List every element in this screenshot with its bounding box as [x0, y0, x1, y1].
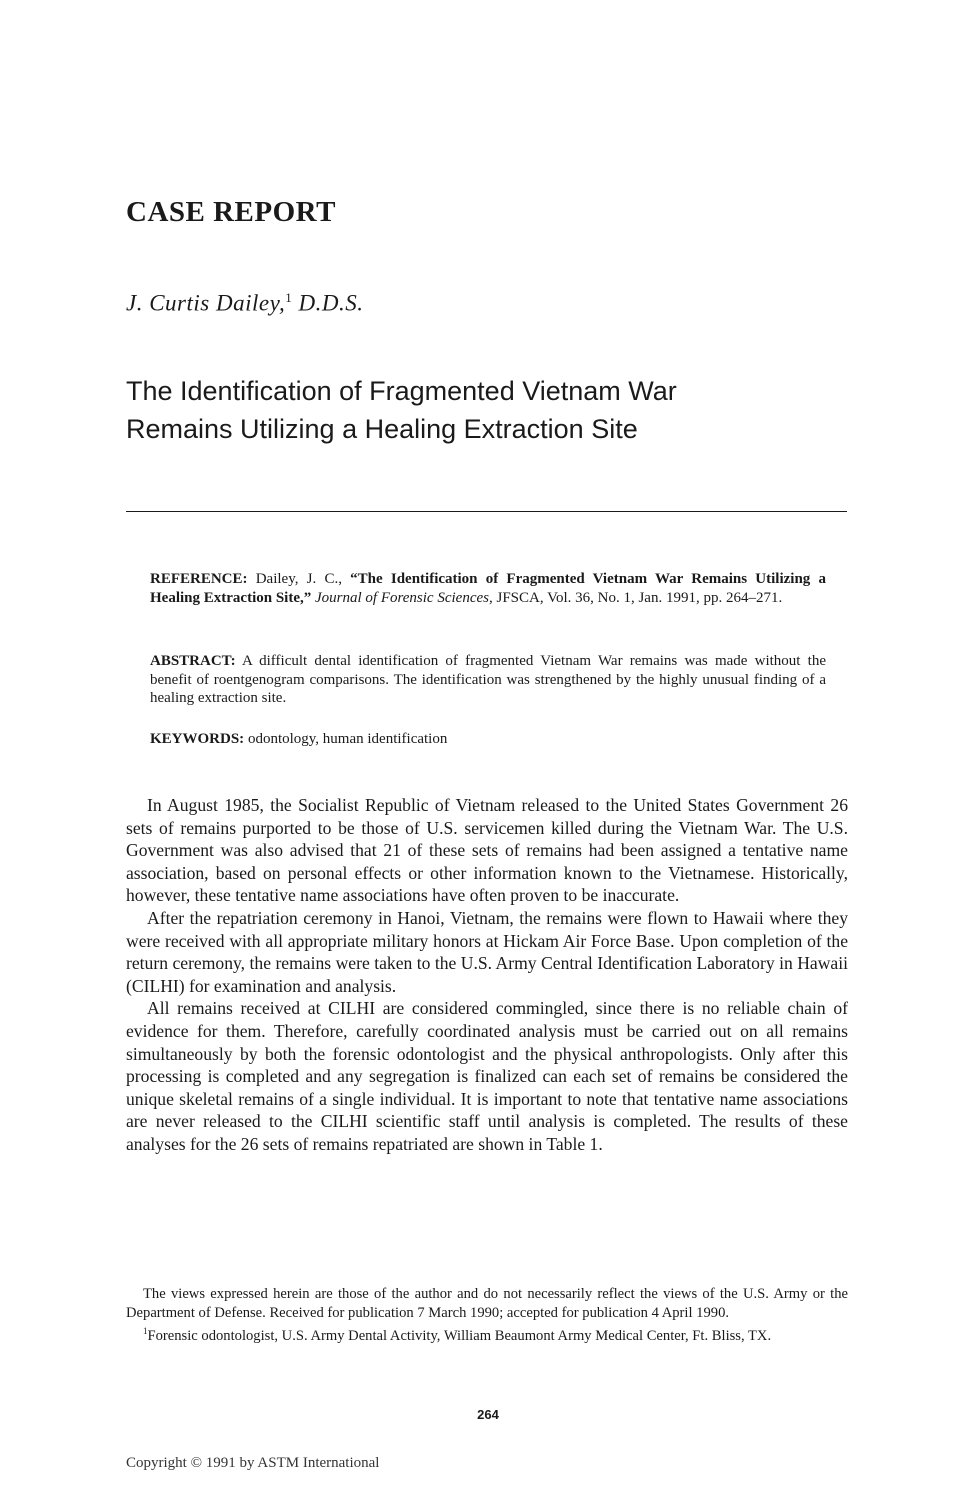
author-name: J. Curtis Dailey, — [126, 290, 286, 316]
reference-block — [150, 570, 826, 607]
title-line-2: Remains Utilizing a Healing Extraction Site — [126, 414, 638, 444]
body-text — [126, 794, 848, 1156]
footnote-mark: 1 — [143, 1326, 148, 1337]
abstract-block — [150, 652, 826, 708]
title-divider — [126, 511, 847, 512]
reference-article-title: “The Identification of Fragmented Vietnam War Remains Utilizing a Healing Extraction Site,” — [150, 571, 826, 606]
footnote-affiliation — [126, 1322, 848, 1345]
article-title — [126, 372, 846, 448]
author-degree: D.D.S. — [292, 290, 364, 316]
footnote-disclaimer: The views expressed herein are those of the author and do not necessarily reflect the views of the U.S. Army or the Department of Defense. Received for publication 7 March 1990; accepted for publication 4 April 1990. — [126, 1286, 848, 1321]
reference-journal: Journal of Forensic Sciences, — [311, 589, 493, 606]
reference-citation: JFSCA, Vol. 36, No. 1, Jan. 1991, pp. 264–271. — [492, 589, 783, 606]
title-line-1: The Identification of Fragmented Vietnam War — [126, 376, 677, 406]
footnote-affiliation-text: Forensic odontologist, U.S. Army Dental Activity, William Beaumont Army Medical Center, Ft. Bliss, TX. — [147, 1328, 772, 1345]
body-paragraph: In August 1985, the Socialist Republic of Vietnam released to the United States Government 26 sets of remains purported to be those of U.S. servicemen killed during the Vietnam War. The U.S. Government was also advised that 21 of these sets of remains had been assigned a tentative name association, based on personal effects or other information known to the Vietnamese. Historically, however, these tentative name associations have often proven to be inaccurate. — [126, 795, 848, 906]
section-label: CASE REPORT — [126, 196, 336, 228]
body-paragraph: After the repatriation ceremony in Hanoi, Vietnam, the remains were flown to Hawaii where they were received with all appropriate military honors at Hickam Air Force Base. Upon completion of the return ceremony, the remains were taken to the U.S. Army Central Identification Laboratory in Hawaii (CILHI) for examination and analysis. — [126, 907, 848, 996]
author-line — [126, 290, 364, 317]
copyright-notice: Copyright © 1991 by ASTM International — [126, 1455, 380, 1471]
reference-authors: Dailey, J. C., — [247, 571, 351, 587]
keywords-label: KEYWORDS: — [150, 731, 245, 747]
author-footnote-mark: 1 — [285, 290, 293, 305]
reference-label: REFERENCE: — [150, 571, 248, 587]
body-paragraph: All remains received at CILHI are considered commingled, since there is no reliable chain of evidence for them. Therefore, carefully coordinated analysis must be carried out on all remains simultaneously by both the forensic odontologist and the physical anthropologists. Only after this processing is completed and any segregation is finalized can each set of remains be considered the unique skeletal remains of a single individual. It is important to note that tentative name associations are never released to the CILHI scientific staff until analysis is completed. The results of these analyses for the 26 sets of remains repatriated are shown in Table 1. — [126, 998, 848, 1154]
page-number: 264 — [477, 1407, 499, 1422]
abstract-label: ABSTRACT: — [150, 653, 236, 669]
keywords-text: odontology, human identification — [244, 731, 448, 747]
keywords-block — [150, 730, 826, 749]
footnotes — [126, 1285, 848, 1346]
abstract-text: A difficult dental identification of fragmented Vietnam War remains was made without the benefit of roentgenogram comparisons. The identification was strengthened by the highly unusual finding of a healing extraction site. — [150, 653, 826, 706]
